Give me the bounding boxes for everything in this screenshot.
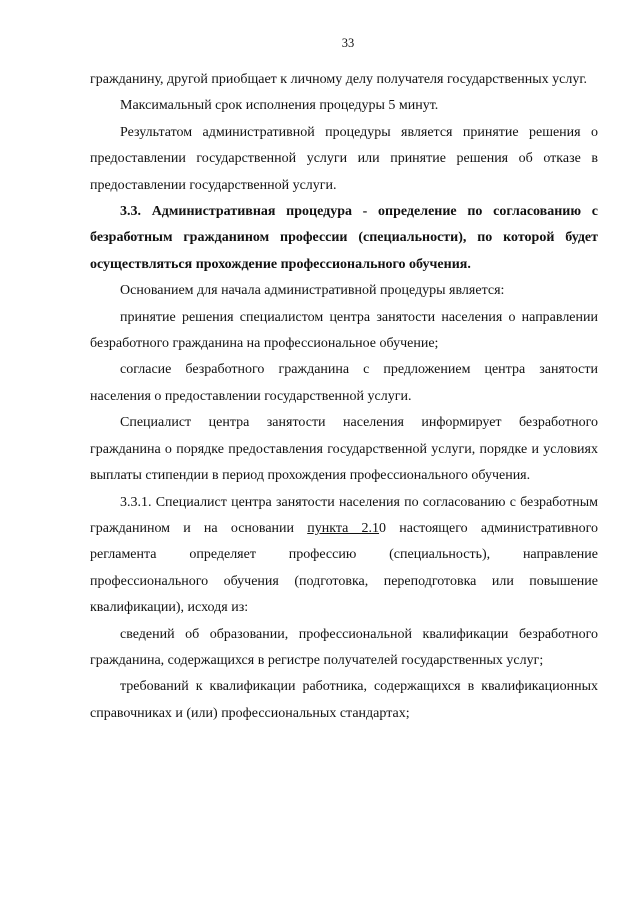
list-item: требований к квалификации работника, содержащихся в квалификационных справочниках и (или) профессиональных стандартах; (90, 679, 598, 721)
page-number: 33 (341, 36, 355, 50)
list-item: сведений об образовании, профессиональной квалификации безработного гражданина, содержащихся в регистре получателей государственных услуг; (90, 626, 598, 668)
reference-link[interactable]: пункта 2.1 (307, 520, 380, 536)
document-body (90, 67, 598, 727)
list-item: принятие решения специалистом центра занятости населения о направлении безработного гражданина на профессиональное обучение; (90, 309, 598, 352)
paragraph: Специалист центра занятости населения информирует безработного гражданина о порядке предоставления государственной услуги, порядке и условиях выплаты стипендии в период прохождения профессионального обучения. (90, 415, 598, 484)
list-item: согласие безработного гражданина с предложением центра занятости населения о предоставлении государственной услуги. (90, 362, 598, 404)
paragraph: Результатом административной процедуры является принятие решения о предоставлении государственной услуги или принятие решения об отказе в предоставлении государственной услуги. (90, 124, 598, 193)
subsection-paragraph (90, 490, 598, 622)
subsection-text-after: 0 настоящего административного регламента определяет профессию (специальность), направление профессионального обучения (подготовка, переподготовка или повышение квалификации), исходя из: (90, 520, 598, 616)
paragraph: Максимальный срок исполнения процедуры 5 минут. (120, 98, 439, 114)
paragraph: гражданину, другой приобщает к личному делу получателя государственных услуг. (90, 72, 588, 87)
section-heading: 3.3. Административная процедура - определение по согласованию с безработным гражданином профессии (специальности), по которой будет осуществляться прохождение профессионального обучения. (90, 204, 598, 272)
subsection-text-before: 3.3.1. Специалист центра занятости населения по согласованию с безработным гражданином и на основании (90, 494, 598, 536)
paragraph: Основанием для начала административной процедуры является: (120, 283, 505, 299)
